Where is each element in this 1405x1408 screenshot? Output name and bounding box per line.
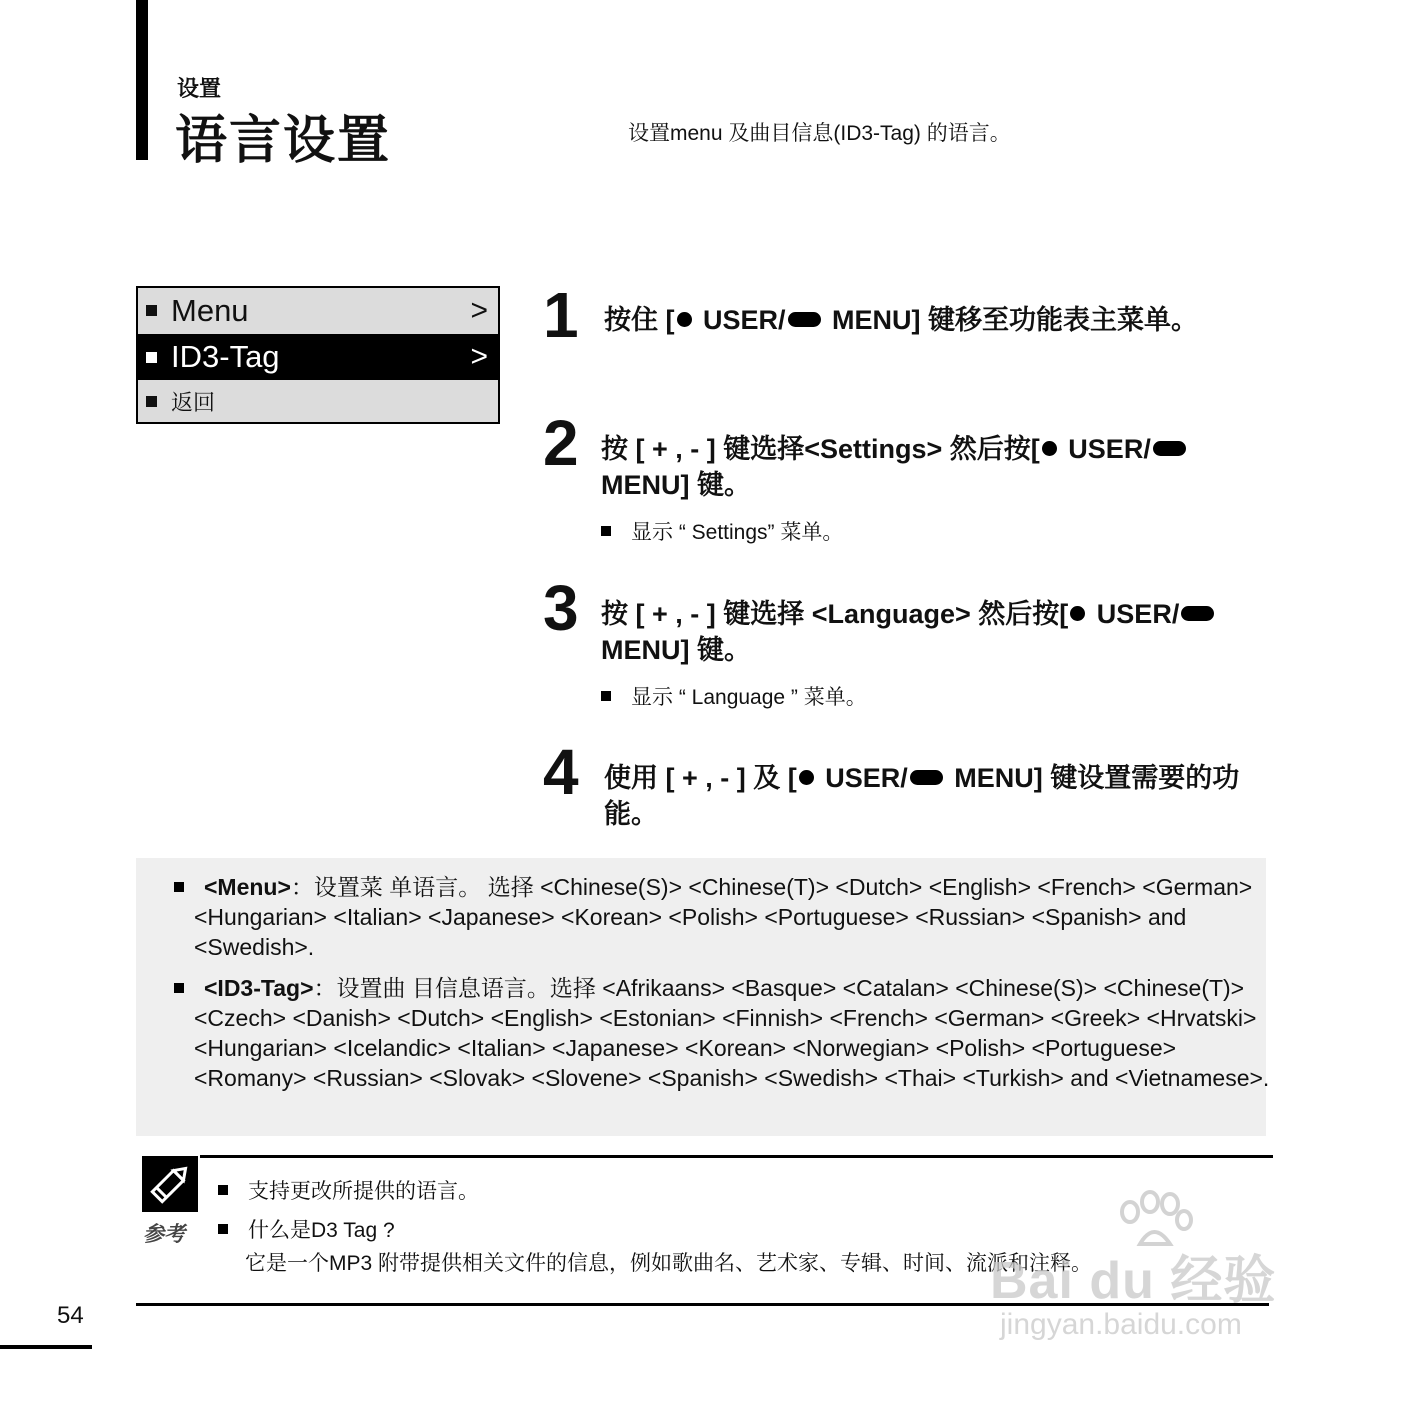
step-text-part: MENU] 键设置需要的功能。 (604, 763, 1240, 829)
bullet-icon (146, 396, 157, 407)
step-subnote (601, 516, 843, 546)
language-info-box (136, 858, 1270, 1136)
page-subtitle: 设置menu 及曲目信息(ID3-Tag) 的语言。 (628, 122, 1011, 145)
device-menu-screen (136, 286, 500, 424)
step-text (601, 596, 1241, 668)
step-text (601, 431, 1241, 503)
step-text-part: 使用 [ + , - ] 及 [ (604, 763, 797, 793)
step-text-part: USER/ (695, 305, 786, 335)
step-subnote-text: 显示 “ Language ” 菜单。 (631, 686, 867, 709)
header-bar (136, 0, 148, 160)
watermark-url: jingyan.baidu.com (1000, 1308, 1242, 1341)
note-text: 什么是D3 Tag ? (248, 1219, 395, 1242)
bullet-icon (174, 882, 184, 892)
step-text-part: USER/ (817, 763, 908, 793)
bullet-icon (601, 526, 611, 536)
menu-language-text: ：设置菜 单语言。 选择 <Chinese(S)> <Chinese(T)> <Dutch> <English> <French> <German> <Hungarian> <Italian> <Japanese> <Korean> <Polish> <Portuguese> <Russian> <Spanish> and <Swedish>. (194, 874, 1253, 960)
note-line: 它是一个MP3 附带提供相关文件的信息，例如歌曲名、艺术家、专辑、时间、流派和注释。 (245, 1252, 1093, 1275)
pill-button-icon (1181, 606, 1214, 621)
page-number-rule (0, 1345, 92, 1349)
step-number: 3 (543, 572, 579, 644)
bullet-icon (146, 305, 157, 316)
step-text-part: MENU] 键移至功能表主菜单。 (824, 305, 1199, 335)
pill-button-icon (1153, 441, 1186, 456)
bullet-icon (218, 1224, 228, 1234)
menu-item-back[interactable] (138, 381, 498, 422)
menu-item-id3-tag[interactable] (138, 334, 498, 380)
dot-icon (1070, 606, 1085, 621)
pill-button-icon (788, 312, 821, 327)
step-text-part: 按 [ + , - ] 键选择 <Language> 然后按[ (601, 599, 1069, 629)
step-text-part: USER/ (1089, 599, 1180, 629)
note-label: 参考 (143, 1223, 185, 1246)
section-label: 设置 (177, 76, 222, 101)
step-text-part: MENU] 键。 (601, 635, 751, 665)
chevron-right-icon: > (470, 293, 488, 327)
note-text: 支持更改所提供的语言。 (248, 1180, 479, 1203)
id3-language-text: ：设置曲 目信息语言。选择 <Afrikaans> <Basque> <Catalan> <Chinese(S)> <Chinese(T)> <Czech> <Danish> <Dutch> <English> <Estonian> <Finnish> <French> <German> <Greek> <Hrvatski> <Hungarian> <Icelandic> <Italian> <Japanese> <Korean> <Norwegian> <Polish> <Portuguese> <Romany> <Russian> <Slovak> <Slovene> <Spanish> <Swedish> <Thai> <Turkish> and <Vietnamese>. (194, 975, 1270, 1091)
chevron-right-icon: > (470, 340, 488, 373)
step-text-part: MENU] 键。 (601, 470, 751, 500)
page-number: 54 (57, 1302, 84, 1329)
note-top-rule (200, 1155, 1273, 1158)
menu-item-label: 返回 (171, 390, 216, 415)
note-line (218, 1175, 479, 1205)
menu-language-paragraph (174, 872, 1274, 962)
pill-button-icon (910, 770, 943, 785)
step-text-part: USER/ (1060, 434, 1151, 464)
step-subnote (601, 681, 867, 711)
step-number: 2 (543, 407, 579, 479)
id3-language-paragraph (174, 973, 1274, 1093)
step-number: 4 (543, 736, 579, 808)
id3-language-label: <ID3-Tag> (204, 975, 314, 1001)
step-text (604, 302, 1244, 338)
dot-icon (1042, 441, 1057, 456)
dot-icon (677, 312, 692, 327)
step-text-part: 按住 [ (604, 305, 675, 335)
menu-item-label: ID3-Tag (171, 339, 280, 374)
step-text (604, 760, 1244, 832)
note-line (218, 1214, 395, 1244)
menu-item-label: Menu (171, 292, 249, 328)
bullet-icon (218, 1185, 228, 1195)
page-title: 语言设置 (175, 112, 392, 170)
pencil-note-icon (142, 1156, 198, 1212)
menu-language-label: <Menu> (204, 874, 291, 900)
bullet-icon (601, 691, 611, 701)
step-text-part: 按 [ + , - ] 键选择<Settings> 然后按[ (601, 434, 1040, 464)
step-number: 1 (543, 279, 579, 351)
bullet-icon (174, 983, 184, 993)
dot-icon (799, 770, 814, 785)
watermark-brand: Bai du 经验 (990, 1252, 1277, 1310)
bullet-icon (146, 352, 157, 363)
menu-item-menu[interactable] (138, 288, 498, 333)
step-subnote-text: 显示 “ Settings” 菜单。 (631, 521, 844, 544)
